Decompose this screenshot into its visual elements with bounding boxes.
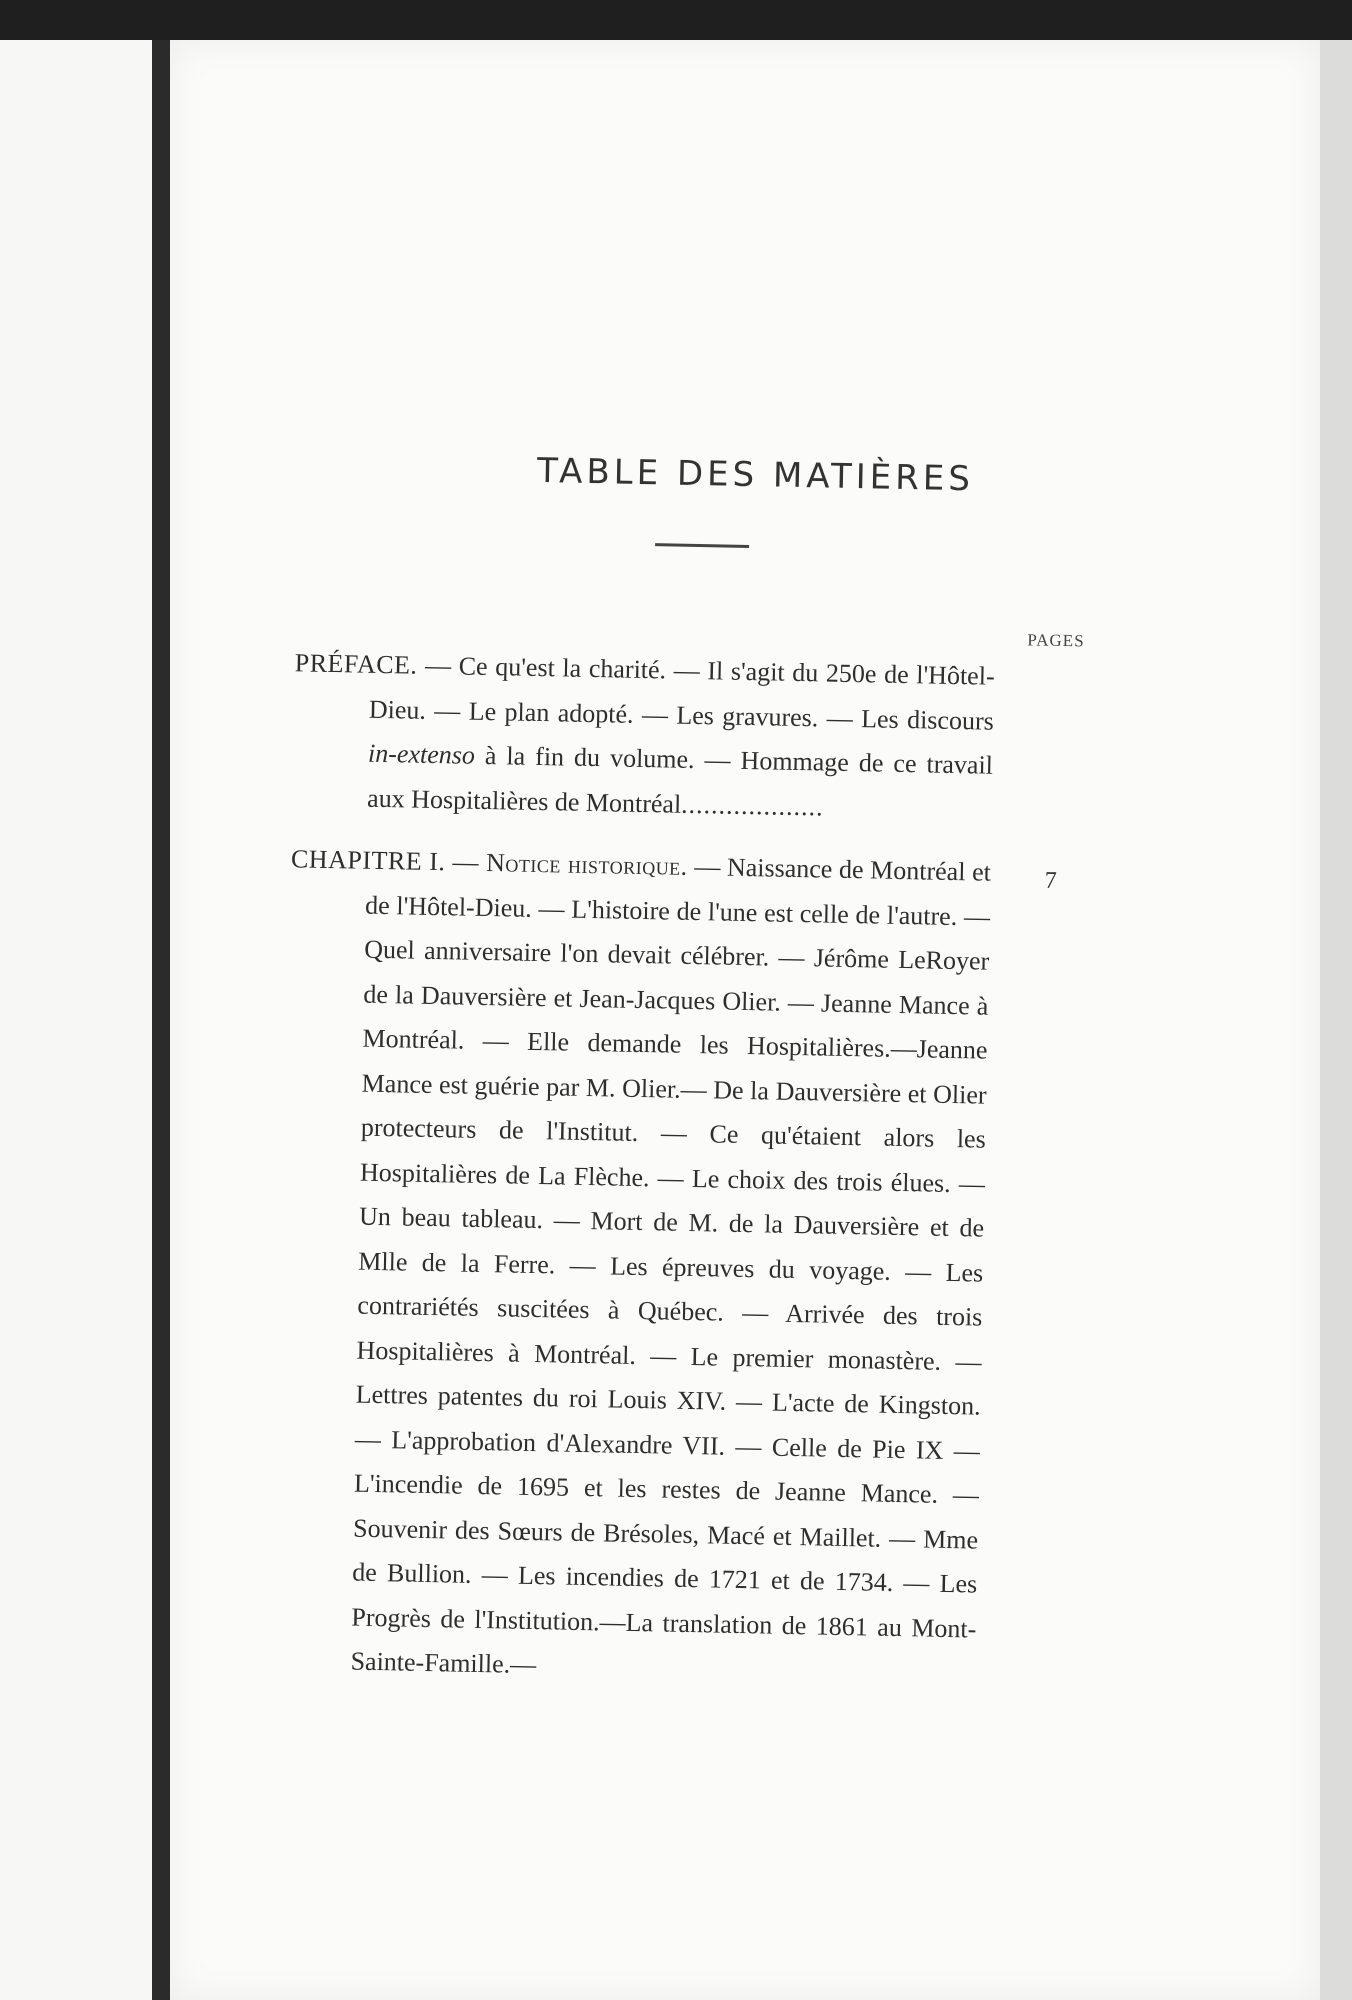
entry-text: — Naissance de Montréal et de l'Hôtel-Dieu. — L'histoire de l'une est celle de l'autre. — Quel anniversaire l'on devait célébrer. — Jérôme LeRoyer de la Dauversière et Jean-Jacques Olier. — Jeanne Mance à Montréal. — Elle demande les Hospitalières.—Jeanne Mance est guérie par M. Olier.— De la Dauversière et Olier protecteurs de l'Institut. — Ce qu'étaient alors les Hospitalières de La Flèche. — Le choix des trois élues. — Un beau tableau. — Mort de M. de la Dauversière et de Mlle de la Ferre. — Les épreuves du voyage. — Les contrariétés suscitées à Québec. — Arrivée des trois Hospitalières à Montréal. — Le premier monastère. — Lettres patentes du roi Louis XIV. — L'acte de Kingston. — L'approbation d'Alexandre VII. — Celle de Pie IX — L'incendie de 1695 et les restes de Jeanne Mance. — Souvenir des Sœurs de Brésoles, Macé et Maillet. — Mme de Bullion. — Les incendies de 1721 et de 1734. — Les Progrès de l'Institution.—La translation de 1861 au Mont-Sainte-Famille.— — [350, 851, 992, 1680]
page-content — [151, 29, 1338, 2000]
entry-heading: CHAPITRE I. — [290, 844, 446, 877]
entry-italic-text: in-extenso — [367, 738, 476, 770]
title-divider — [655, 543, 749, 548]
entry-text: — Ce qu'est la charité. — Il s'agit du 250e de l'Hôtel-Dieu. — Le plan adopté. — Les gravures. — Les discours — [368, 650, 995, 736]
entry-page-number: 7 — [1044, 867, 1057, 894]
facing-page-edge — [0, 40, 152, 2000]
entry-heading: PRÉFACE. — [294, 648, 418, 680]
document-page — [170, 40, 1320, 2000]
pages-column-label: PAGES — [1027, 630, 1085, 651]
entry-subheading: — Notice historique. — [445, 847, 688, 881]
toc-entry-chapter-1 — [275, 837, 991, 1696]
table-of-contents — [275, 641, 1057, 1704]
dot-leaders: ................... — [680, 789, 824, 821]
page-title: TABLE DES MATIÈRES — [536, 450, 975, 500]
page-edge — [1320, 40, 1352, 2000]
toc-entry-preface — [292, 641, 995, 832]
entry-text: à la fin du volume. — Hommage de ce travail aux Hospitalières de Montréal — [366, 740, 994, 819]
